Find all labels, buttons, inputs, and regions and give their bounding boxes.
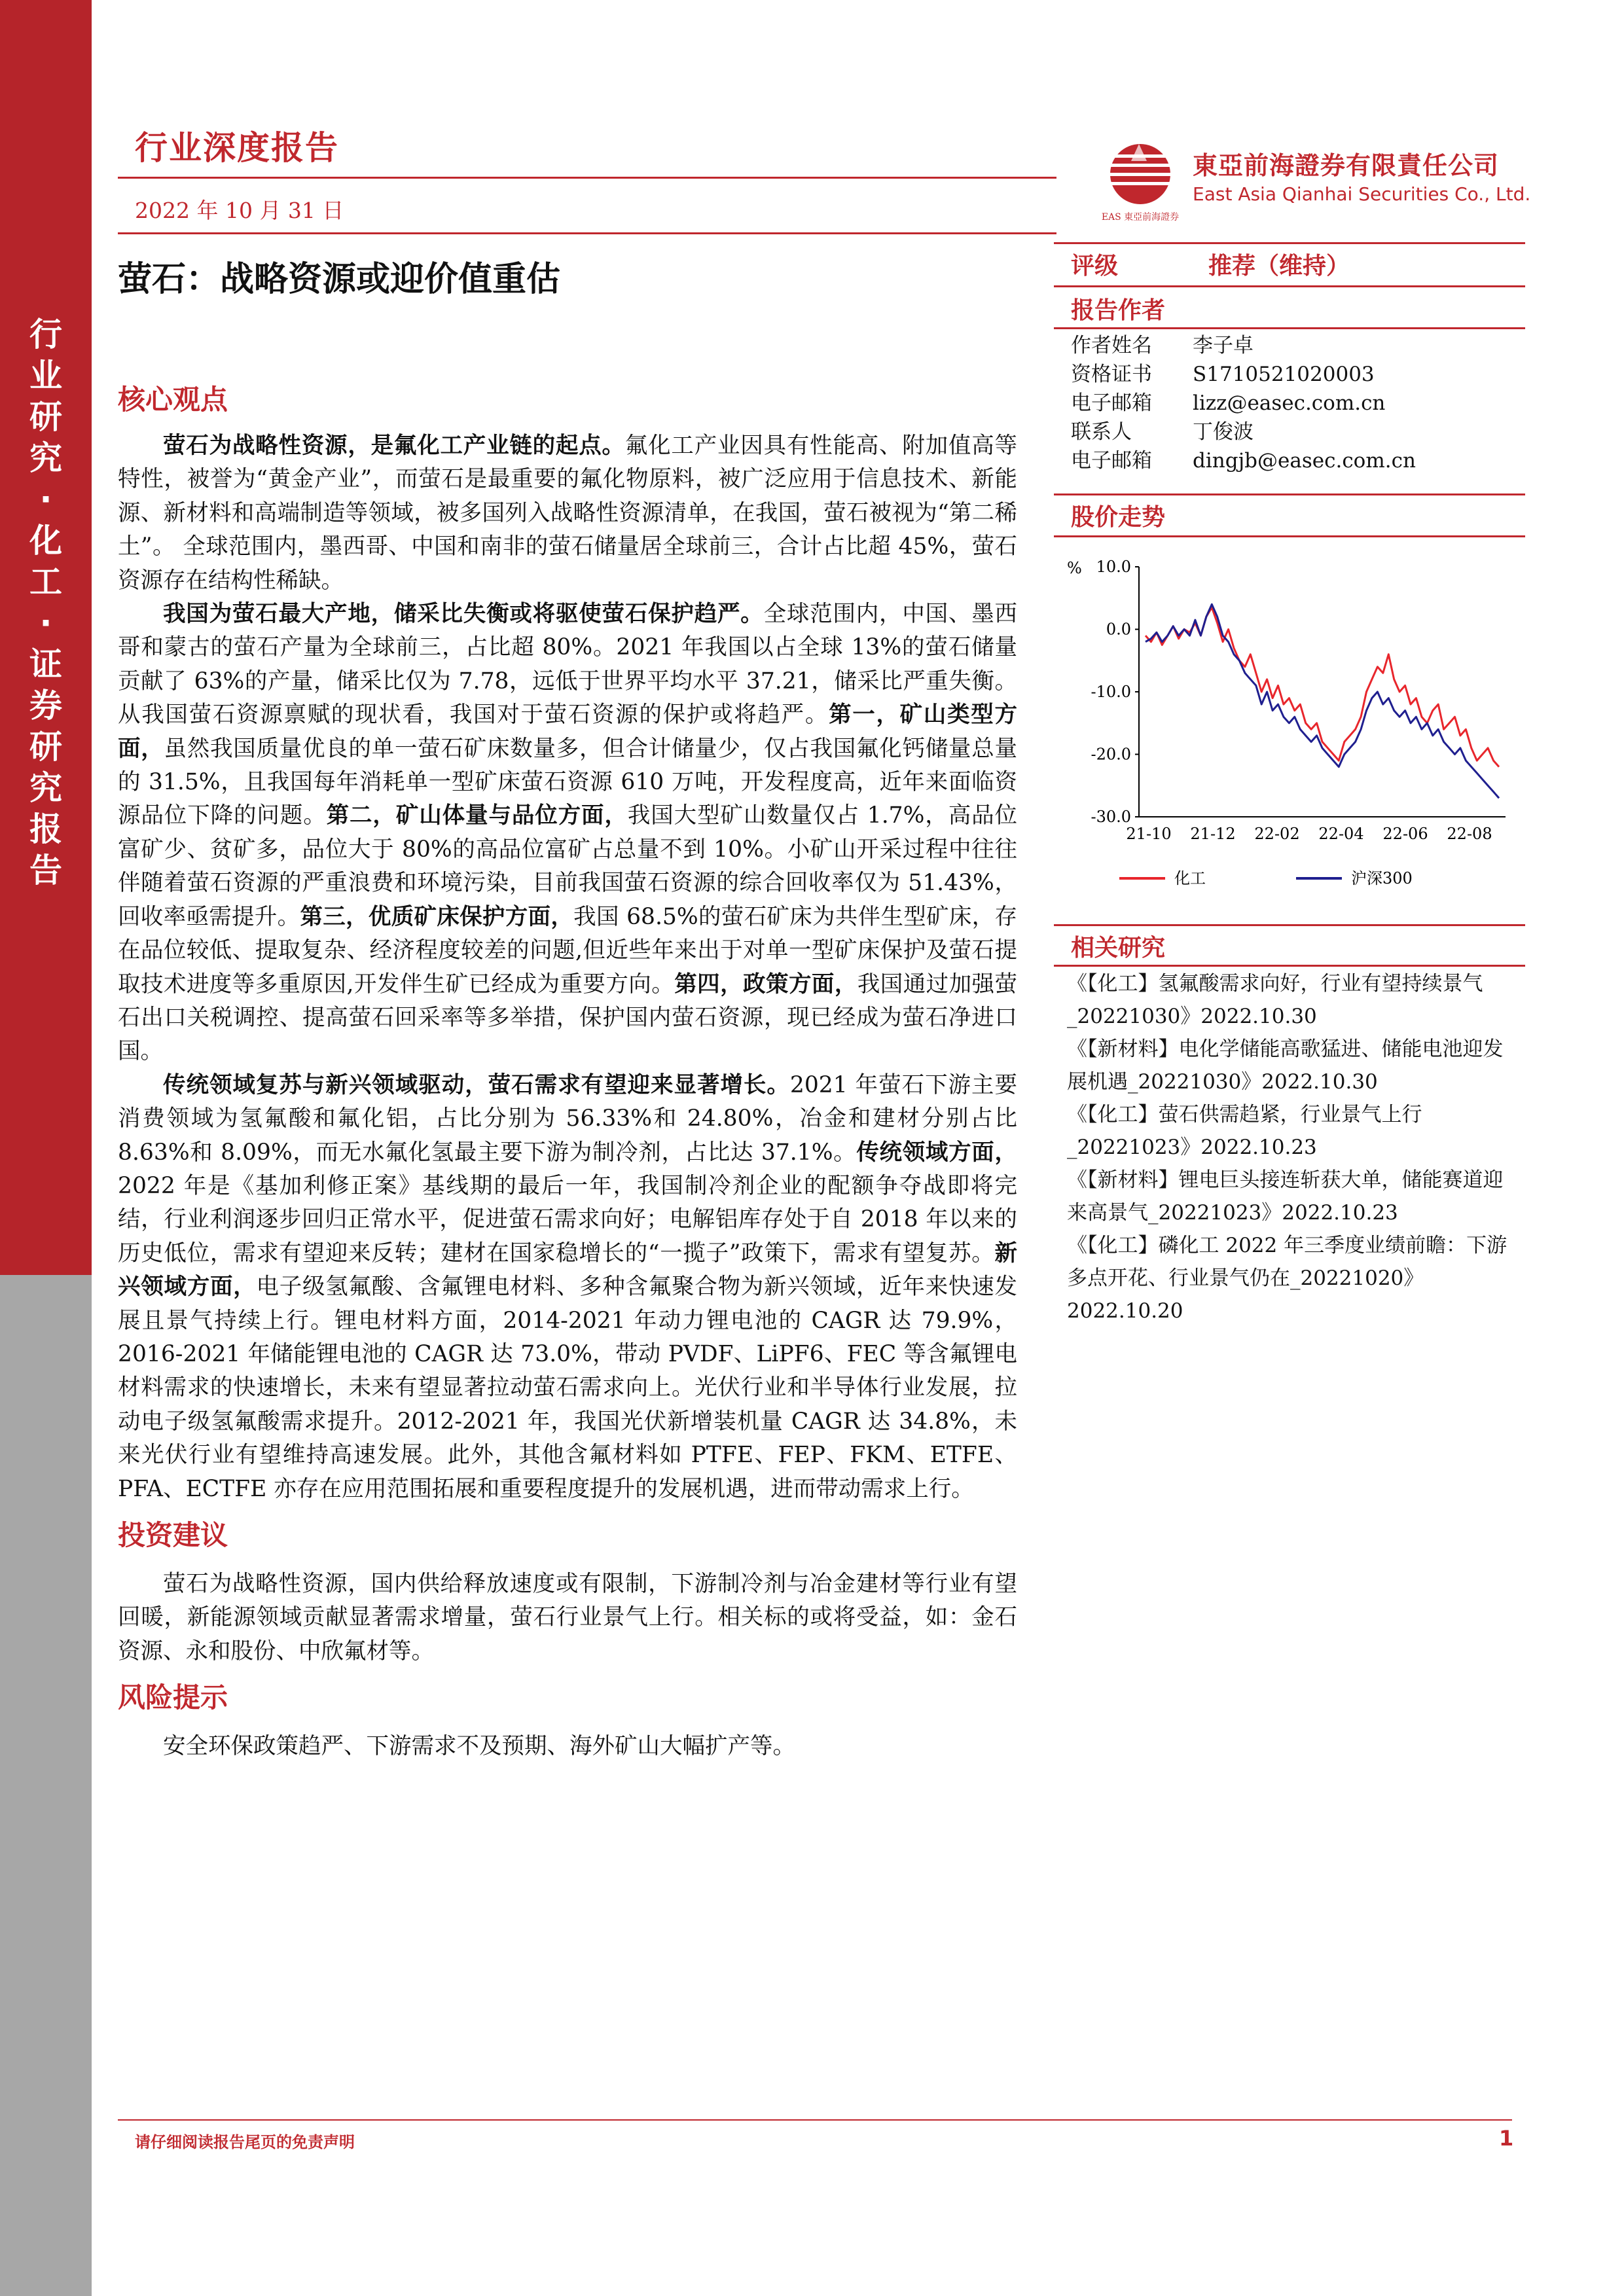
author-key: 联系人 <box>1071 420 1132 444</box>
author-value: S1710521020003 <box>1193 363 1375 386</box>
report-type: 行业深度报告 <box>135 129 339 167</box>
paragraph-text: 我国大型矿山数量仅占 1.7%，高品位富矿少、贫矿多，品位大于 80%的高品位富矿占总量不到 10%。小矿山开采过程中往往伴随着萤石资源的严重浪费和环境污染，目前我国萤石资源的综合回收率仅为 51.43%，回收率亟需提升。 <box>118 802 1018 930</box>
company-name-cn: 東亞前海證券有限責任公司 <box>1193 151 1500 180</box>
paragraph-text: 2022 年是《基加利修正案》基线期的最后一年，我国制冷剂企业的配额争夺战即将完结，行业利润逐步回归正常水平，促进萤石需求向好；电解铝库存处于自 2018 年以来的历史低位，需求有望迎来反转；建材在国家稳增长的“一揽子”政策下，需求有望复苏。 <box>118 1172 1017 1266</box>
x-tick-label: 22-06 <box>1382 825 1428 843</box>
paragraph-text: 2021 年萤石下游主要消费领域为氢氟酸和氟化铝，占比分别为 56.33%和 24.80%，冶金和建材分别占比 8.63%和 8.09%，而无水氟化氢最主要下游为制冷剂，占比达 37.1%。 <box>118 1071 1017 1166</box>
page-number: 1 <box>1499 2126 1514 2151</box>
date-rule <box>118 232 1056 234</box>
sidebar-char: 报 <box>29 810 62 848</box>
related-heading: 相关研究 <box>1071 935 1166 961</box>
invest-text: 萤石为战略性资源，国内供给释放速度或有限制，下游制冷剂与冶金建材等行业有望回暖，新能源领域贡献显著需求增量，萤石行业景气上行。相关标的或将受益，如：金石资源、永和股份、中欣氟材等。 <box>118 1571 1017 1664</box>
sidebar-char: 证 <box>29 645 62 683</box>
author-key: 资格证书 <box>1071 363 1152 386</box>
legend-label: 化工 <box>1174 869 1206 888</box>
sidebar-char: 券 <box>29 687 62 725</box>
company-name-en: East Asia Qianhai Securities Co., Ltd. <box>1193 183 1531 205</box>
y-axis-label: % <box>1067 559 1082 577</box>
sidebar-char: 研 <box>29 398 62 436</box>
sidebar-vertical-label <box>0 314 92 891</box>
risk-heading: 风险提示 <box>118 1681 228 1714</box>
paragraph-text: 虽然我国质量优良的单一萤石矿床数量多，但合计储量少，仅占我国氟化钙储量总量的 31.5%，且我国每年消耗单一型矿床萤石资源 610 万吨，开发程度高，近年来面临资源品位下降的问题。 <box>118 735 1017 829</box>
bold-lead: 萤石为战略性资源，是氟化工产业链的起点。 <box>163 433 625 459</box>
author-value[interactable]: lizz@easec.com.cn <box>1193 391 1386 415</box>
author-row <box>1071 418 1254 446</box>
sidebar-char: 业 <box>29 357 62 395</box>
bold-lead: 我国为萤石最大产地，储采比失衡或将驱使萤石保护趋严。 <box>163 601 764 628</box>
y-tick-label: 0.0 <box>1106 620 1131 639</box>
related-top-rule <box>1054 924 1525 926</box>
bold-lead: 第三，优质矿床保护方面， <box>300 903 574 930</box>
bold-lead: 第四，政策方面， <box>674 971 857 997</box>
paragraph-text: 我国通过加强萤石出口关税调控、提高萤石回采率等多举措，保护国内萤石资源，现已经成为萤石净进口国。 <box>118 971 1018 1065</box>
left-band-lower <box>0 1275 92 2296</box>
legend-label: 沪深300 <box>1351 869 1413 888</box>
related-item[interactable]: 《【新材料】电化学储能高歌猛进、储能电池迎发展机遇_20221030》2022.10.30 <box>1067 1037 1504 1094</box>
footer-disclaimer[interactable]: 请仔细阅读报告尾页的免责声明 <box>135 2133 355 2151</box>
sidebar-char: 告 <box>29 852 62 889</box>
y-tick-label: -20.0 <box>1091 745 1131 764</box>
sidebar-char: · <box>39 480 52 518</box>
x-tick-label: 21-10 <box>1126 825 1172 843</box>
logo-text: EAS 東亞前海證券 <box>1101 212 1180 223</box>
y-tick-label: 10.0 <box>1096 558 1131 576</box>
author-row <box>1071 331 1254 360</box>
related-item[interactable]: 《【新材料】锂电巨头接连斩获大单，储能赛道迎来高景气_20221023》2022.10.23 <box>1067 1168 1504 1225</box>
bold-lead: 新兴领域方面， <box>118 1240 1017 1300</box>
core-view-body <box>118 429 1017 1506</box>
sidebar-char: 究 <box>29 769 62 807</box>
footer-rule <box>118 2119 1512 2121</box>
paragraph-text: 电子级氢氟酸、含氟锂电材料、多种含氟聚合物为新兴领域，近年来快速发展且景气持续上行。锂电材料方面，2014-2021 年动力锂电池的 CAGR 达 79.9%，2016-2021 年储能锂电池的 CAGR 达 73.0%，带动 PVDF、LiPF6、FEC 等含氟锂电材料需求的快速增长，未来有望显著拉动萤石需求向上。光伏行业和半导体行业发展，拉动电子级氢氟酸需求提升。2012-2021 年，我国光伏新增装机量 CAGR 达 34.8%，未来光伏行业有望维持高速发展。此外，其他含氟材料如 PTFE、FEP、FKM、ETFE、PFA、ECTFE 亦存在应用范围拓展和重要程度提升的发展机遇，进而带动需求上行。 <box>118 1274 1017 1502</box>
bold-lead: 第二，矿山体量与品位方面， <box>326 802 628 829</box>
author-row <box>1071 389 1385 418</box>
paragraph-text: 我国 68.5%的萤石矿床为共伴生型矿床，存在品位较低、提取复杂、经济程度较差的问题,但近些年来出于对单一型矿床保护及萤石提取技术进度等多重原因,开发伴生矿已经成为重要方向。 <box>118 903 1017 997</box>
author-key: 电子邮箱 <box>1071 449 1152 473</box>
related-list <box>1067 967 1519 1327</box>
paragraph-text: 氟化工产业因具有性能高、附加值高等特性，被誉为“黄金产业”，而萤石是最重要的氟化物原料，被广泛应用于信息技术、新能源、新材料和高端制造等领域，被多国列入战略性资源清单，在我国，萤石被视为“第二稀土”。 全球范围内，墨西哥、中国和南非的萤石储量居全球前三，合计占比超 45%，萤石资源存在结构性稀缺。 <box>118 433 1018 594</box>
core-paragraph <box>118 429 1017 598</box>
chart-heading: 股价走势 <box>1071 504 1166 531</box>
chart-top-rule <box>1054 493 1525 495</box>
sidebar-char: 工 <box>29 563 62 601</box>
author-key: 作者姓名 <box>1071 334 1152 357</box>
related-rule <box>1054 965 1525 967</box>
author-value: 丁俊波 <box>1193 420 1254 444</box>
sidebar-char: · <box>39 604 52 642</box>
company-logo <box>1093 135 1198 226</box>
rating-value: 推荐（维持） <box>1208 253 1350 279</box>
bold-lead: 传统领域方面， <box>856 1139 1017 1166</box>
author-row <box>1071 360 1375 389</box>
rating-label: 评级 <box>1071 253 1119 279</box>
core-paragraph <box>118 598 1017 1069</box>
invest-heading: 投资建议 <box>118 1519 228 1551</box>
author-heading: 报告作者 <box>1071 297 1166 324</box>
author-key: 电子邮箱 <box>1071 391 1152 415</box>
risk-text: 安全环保政策趋严、下游需求不及预期、海外矿山大幅扩产等。 <box>163 1733 795 1760</box>
x-tick-label: 21-12 <box>1190 825 1236 843</box>
sidebar-char: 化 <box>29 522 62 560</box>
related-item[interactable]: 《【化工】氢氟酸需求向好，行业有望持续景气_20221030》2022.10.30 <box>1067 972 1483 1028</box>
main-column <box>118 378 1017 1764</box>
core-paragraph <box>118 1069 1017 1506</box>
y-tick-label: -10.0 <box>1091 683 1131 701</box>
author-value: 李子卓 <box>1193 334 1254 357</box>
x-tick-label: 22-08 <box>1447 825 1492 843</box>
y-tick-label: -30.0 <box>1091 808 1131 826</box>
author-value[interactable]: dingjb@easec.com.cn <box>1193 449 1416 473</box>
sidebar-char: 究 <box>29 439 62 477</box>
bold-lead: 第一，矿山类型方面， <box>118 702 1017 762</box>
bold-lead: 传统领域复苏与新兴领域驱动，萤石需求有望迎来显著增长。 <box>163 1071 790 1098</box>
x-tick-label: 22-04 <box>1318 825 1364 843</box>
related-item[interactable]: 《【化工】萤石供需趋紧，行业景气上行_20221023》2022.10.23 <box>1067 1103 1422 1159</box>
page-title: 萤石：战略资源或迎价值重估 <box>118 260 561 299</box>
rating-bottom-rule <box>1054 285 1525 287</box>
author-row <box>1071 446 1416 475</box>
report-date: 2022 年 10 月 31 日 <box>135 198 344 223</box>
rating-top-rule <box>1054 242 1525 244</box>
series-line-1 <box>1146 604 1499 798</box>
header-rule <box>118 177 1056 179</box>
price-chart <box>1054 543 1525 910</box>
paragraph-text: 全球范围内，中国、墨西哥和蒙古的萤石产量为全球前三，占比超 80%。2021 年我国以占全球 13%的萤石储量贡献了 63%的产量，储采比仅为 7.78，远低于世界平均水平 37.21，储采比严重失衡。从我国萤石资源禀赋的现状看，我国对于萤石资源的保护或将趋严。 <box>118 601 1018 728</box>
related-item[interactable]: 《【化工】磷化工 2022 年三季度业绩前瞻：下游多点开花、行业景气仍在_20221020》2022.10.20 <box>1067 1234 1507 1323</box>
x-tick-label: 22-02 <box>1254 825 1300 843</box>
sidebar-char: 行 <box>29 315 62 353</box>
core-view-heading: 核心观点 <box>118 384 228 416</box>
author-rule <box>1054 327 1525 329</box>
sidebar-char: 研 <box>29 728 62 766</box>
chart-rule <box>1054 535 1525 537</box>
